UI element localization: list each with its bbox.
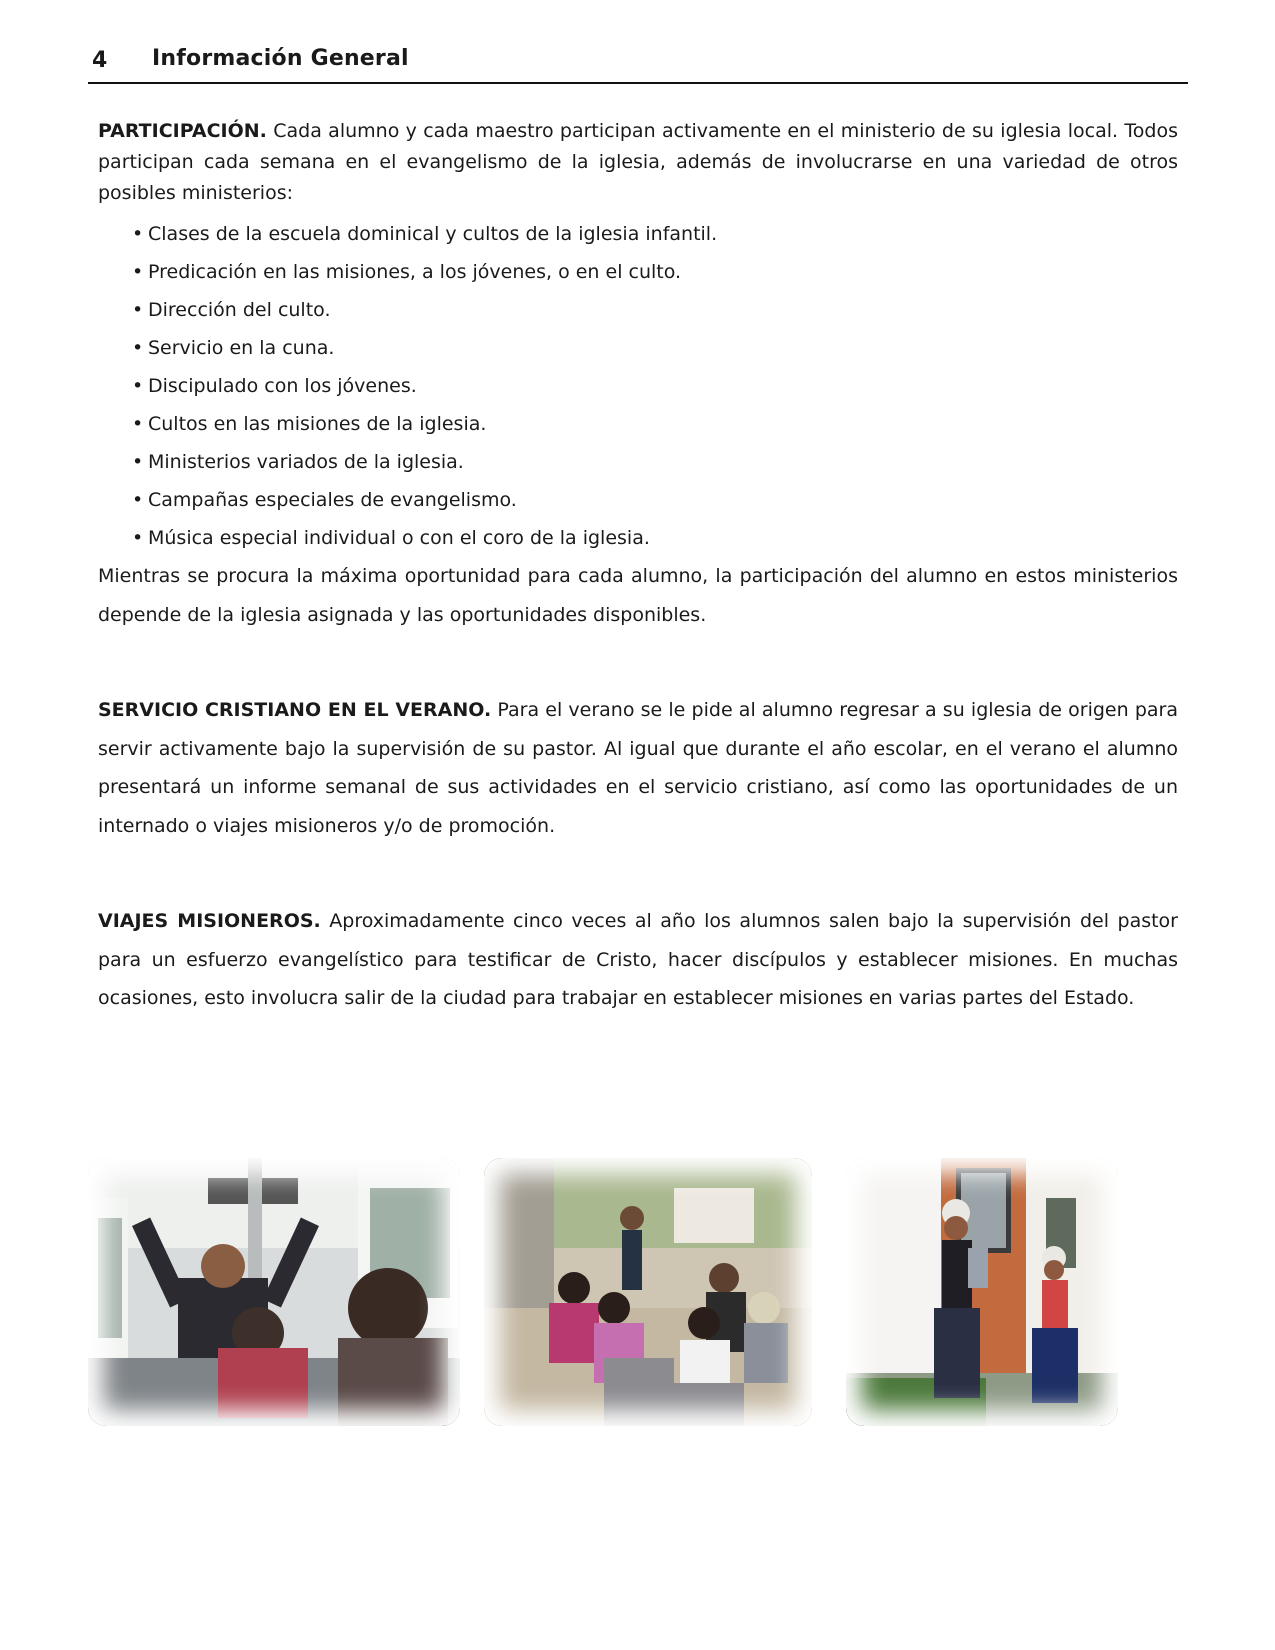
mission-trips-heading: VIAJES MISIONEROS. <box>98 910 321 932</box>
summer-service-section <box>98 691 1178 845</box>
page-header <box>88 46 1188 84</box>
ministries-list <box>98 215 1178 557</box>
mission-trips-section <box>98 902 1178 1018</box>
list-item: • Cultos en las misiones de la iglesia. <box>132 405 1178 443</box>
photo-row <box>88 1158 1188 1428</box>
door-to-door-photo <box>846 1158 1118 1426</box>
list-item: • Predicación en las misiones, a los jóvenes, o en el culto. <box>132 253 1178 291</box>
participation-intro <box>98 116 1178 209</box>
participation-heading: PARTICIPACIÓN. <box>98 120 267 142</box>
list-item: • Dirección del culto. <box>132 291 1178 329</box>
bus-preaching-photo <box>88 1158 460 1426</box>
mission-trips-paragraph <box>98 902 1178 1018</box>
participation-section <box>98 116 1178 634</box>
list-item: • Música especial individual o con el coro de la iglesia. <box>132 519 1178 557</box>
participation-intro-text: Cada alumno y cada maestro participan activamente en el ministerio de su iglesia local. Todos participan cada semana en el evangelismo de la iglesia, además de involucrarse en una variedad de otros posibles ministerios: <box>98 120 1178 204</box>
header-title: Información General <box>152 46 409 71</box>
list-item: • Servicio en la cuna. <box>132 329 1178 367</box>
page-number: 4 <box>92 48 108 73</box>
summer-service-text: Para el verano se le pide al alumno regresar a su iglesia de origen para servir activamente bajo la supervisión de su pastor. Al igual que durante el año escolar, en el verano el alumno presentará un informe semanal de sus actividades en el servicio cristiano, así como las oportunidades de un internado o viajes misioneros y/o de promoción. <box>98 699 1178 837</box>
summer-service-paragraph <box>98 691 1178 845</box>
list-item: • Campañas especiales de evangelismo. <box>132 481 1178 519</box>
page-content <box>98 116 1178 1018</box>
summer-service-heading: SERVICIO CRISTIANO EN EL VERANO. <box>98 699 492 721</box>
outdoor-gathering-photo <box>484 1158 812 1426</box>
list-item: • Discipulado con los jóvenes. <box>132 367 1178 405</box>
mission-trips-text: Aproximadamente cinco veces al año los alumnos salen bajo la supervisión del pastor para un esfuerzo evangelístico para testificar de Cristo, hacer discípulos y establecer misiones. En muchas ocasiones, esto involucra salir de la ciudad para trabajar en establecer misiones en varias partes del Estado. <box>98 910 1178 1009</box>
list-item: • Clases de la escuela dominical y cultos de la iglesia infantil. <box>132 215 1178 253</box>
participation-closing: Mientras se procura la máxima oportunidad para cada alumno, la participación del alumno en estos ministerios depende de la iglesia asignada y las oportunidades disponibles. <box>98 565 1178 626</box>
list-item: • Ministerios variados de la iglesia. <box>132 443 1178 481</box>
